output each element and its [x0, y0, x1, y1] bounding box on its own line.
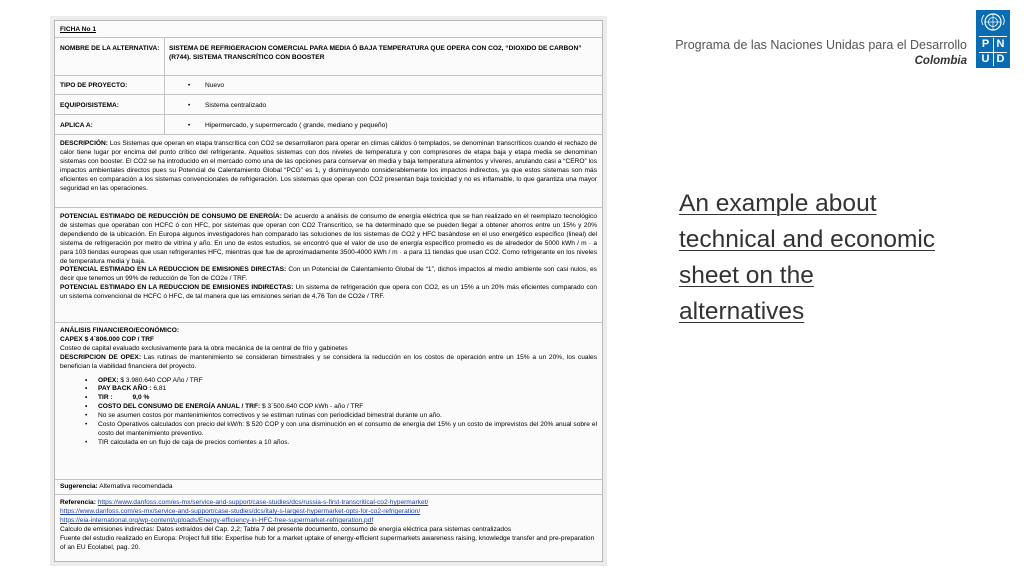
reference-link[interactable]: https://www.danfoss.com/es-mx/service-and-support/case-studies/dcs/russia-s-first-transcritical-co2-hypermarket/	[97, 499, 429, 506]
list-item: • Costo Operativos calculados con precio del kW/h: $ 520 COP y con una disminución en el consumo de energía del 15% y un costo de imprevistos del 20% anual sobre el costo del mantenimiento preventivo.	[85, 421, 597, 437]
bullet-icon: •	[188, 82, 191, 89]
bullet-icon: •	[85, 412, 88, 420]
sheet-title: FICHA No 1	[60, 26, 97, 33]
list-item: • PAY BACK AÑO : 6,81	[85, 385, 167, 393]
capex-value: $ 4´806.000 COP / TRF	[84, 335, 155, 343]
opex-description-label: DESCRIPCION DE OPEX:	[60, 353, 142, 361]
logo-letter: N	[996, 38, 1005, 50]
reference-link[interactable]: https://eia-international.org/wp-content/uploads/Energy-efficiency-in-HFC-free-supermarket-refrigeration.pdf	[60, 516, 374, 524]
reference-label: Referencia:	[60, 499, 96, 506]
description-text: Los Sistemas que operan en etapa transcrítica con CO2 se desarrollaron para operar en climas cálidos ó templados, se denominan transcríticos cuando el rechazo de calor tiene lugar por encima del punto crítico del refrigerante. Aquellos sistemas con dos niveles de temperatura y con compresores de etapa baja y etapa media se denominan sistemas con booster. El CO2 se ha introducido en el mercado como una de las opciones para conservar en media y baja temperatura alimentos y víveres, anulando casi a “CERO” los impactos ambientales directos pues su Potencial de Calentamiento Global “PCG” es 1, y disminuyendo considerablemente los impactos indirectos, ya que estos sistemas son más eficientes en comparación a los sistemas convencionales de refrigeración. Los sistemas que operan con CO2 presentan baja toxicidad y no es inflamable, lo que garantiza una mayor seguridad en las operaciones.	[60, 140, 597, 192]
applies-to-label: APLICA A:	[60, 122, 93, 129]
bullet-icon: •	[188, 102, 191, 109]
reference-block	[60, 499, 597, 552]
list-item: • TIR : 9,0 %	[85, 394, 150, 402]
sheet-title-row	[55, 21, 602, 38]
reference-text: Calculo de emisiones indirectas: Datos extraídos del Cap. 2,2; Tabla 7 del presente documento, consumo de energía eléctrica para sistemas centralizados	[60, 525, 512, 533]
bullet-icon: •	[85, 376, 88, 384]
indirect-emissions-text: Un sistema de refrigeración que opera con CO2, es un 15% a un 20% más eficientes comparado con un sistema convencional de HCFC ó HFC, de tal manera que las emisiones serian de 4,76 Ton de CO2e / TRF.	[60, 284, 597, 301]
financial-analysis-block	[60, 327, 597, 448]
bullet-icon: •	[85, 438, 88, 446]
equipment-label: EQUIPO/SISTEMA:	[60, 102, 119, 109]
logo-letter: P	[981, 38, 990, 50]
list-item: • COSTO DEL CONSUMO DE ENERGÍA ANUAL / TRF: $ 3´500.640 COP kWh - año / TRF	[85, 403, 364, 411]
description-label: DESCRIPCIÓN:	[60, 140, 108, 147]
description-row	[55, 135, 602, 208]
reference-text: Fuente del estudio realizado en Europa: Project full title: Expertise hub for a market uptake of energy-efficient supermarkets awareness raising, knowledge transfer and pre-preparation of an EU Ecolabel, pag. 20.	[60, 534, 595, 551]
applies-to-row	[55, 115, 602, 135]
description-block	[60, 140, 597, 193]
list-item: • No se asumen costos por mantenimientos correctivos y se estiman rutinas con periodicidad bimestral durante un año.	[85, 412, 442, 420]
capex-label: CAPEX	[60, 335, 83, 343]
undp-logo	[976, 10, 1010, 68]
suggestion-label: Sugerencia:	[60, 483, 98, 490]
bullet-icon: •	[188, 122, 191, 129]
bullet-icon: •	[85, 394, 88, 402]
organization-country: Colombia	[914, 55, 967, 67]
capex-description: Costeo de capital evaluado exclusivamente para la obra mecánica de la central de frío y gabinetes	[60, 344, 348, 352]
bullet-icon: •	[85, 403, 88, 411]
logo-letter: U	[981, 53, 990, 65]
reference-link[interactable]: https://www.danfoss.com/es-mx/service-and-support/case-studies/dcs/italy-s-largest-hypermarket-opts-for-co2-refrigeration/	[60, 507, 421, 515]
bullet-icon: •	[85, 421, 88, 429]
project-type-value: Nuevo	[205, 82, 225, 89]
direct-emissions-text: Con un Potencial de Calentamiento Global de “1”, dichos impactos al medio ambiente son casi nulos, es decir que tenemos un 99% de reducción de Ton de CO2e / TRF.	[60, 266, 597, 283]
alternative-name-value: SISTEMA DE REFRIGERACION COMERCIAL PARA MEDIA Ó BAJA TEMPERATURA QUE OPERA CON CO2, “DIOXIDO DE CARBON” (R744). SISTEMA TRANSCRÍTICO CON BOOSTER	[169, 45, 582, 61]
organization-name: Programa de las Naciones Unidas para el Desarrollo	[675, 38, 967, 52]
logo-letter: D	[996, 53, 1005, 65]
un-emblem-icon	[976, 11, 1010, 33]
suggestion-value: Alternativa recomendada	[99, 483, 173, 490]
reference-row	[55, 495, 602, 563]
financial-analysis-row	[55, 323, 602, 480]
direct-emissions-label: POTENCIAL ESTIMADO EN LA REDUCCION DE EMISIONES DIRECTAS:	[60, 266, 287, 274]
equipment-value: Sistema centralizado	[205, 102, 267, 109]
reduction-potential-block	[60, 213, 597, 302]
opex-description-text: Las rutinas de mantenimiento se consideran bimestrales y se considera la reducción en los costos de operación entre un 15% a un 20%, los cuales benefician la viabilidad financiera del proyecto.	[60, 353, 597, 370]
slide-caption-text: An example about technical and economic sheet on the alternatives	[679, 190, 936, 325]
alternative-name-label: NOMBRE DE LA ALTERNATIVA:	[60, 45, 160, 52]
alternative-name-row	[55, 38, 602, 76]
applies-to-value: Hipermercado, y supermercado ( grande, mediano y pequeño)	[205, 122, 388, 129]
suggestion-block	[60, 483, 597, 492]
indirect-emissions-label: POTENCIAL ESTIMADO EN LA REDUCCION DE EMISIONES INDIRECTAS:	[60, 284, 294, 292]
project-type-row	[55, 76, 602, 95]
reduction-potential-row	[55, 208, 602, 323]
slide-caption	[679, 186, 939, 330]
technical-sheet	[54, 20, 603, 562]
list-item: • OPEX: $ 3.980.640 COP Año / TRF	[85, 376, 203, 384]
project-type-label: TIPO DE PROYECTO:	[60, 82, 128, 89]
equipment-row	[55, 95, 602, 115]
financial-analysis-label: ANÁLISIS FINANCIERO/ECONÓMICO:	[60, 327, 180, 334]
energy-reduction-label: POTENCIAL ESTIMADO DE REDUCCIÓN DE CONSUMO DE ENERGÍA:	[60, 213, 282, 220]
bullet-icon: •	[85, 385, 88, 393]
suggestion-row	[55, 480, 602, 495]
energy-reduction-text: De acuerdo a análisis de consumo de energía eléctrica que se han realizado en el reemplazo tecnológico de sistemas que operaban con HCFC ó con HFC, por sistemas que operan con CO2 Transcrítico, se ha determinado que se pueden llegar a obtener ahorros entre un 15% y 20% dependiendo de la ubicación. En Europa algunos investigadores han comparado las soluciones de los sistemas de CO2 y HFC basándose en el uso energético específico (lineal) del sistema de refrigeración por metro de vitrina y año. En uno de estos estudios, se encontró que el valor de uso de energía específico promedio es de alrededor de 5000 kWh / m · a para 103 tiendas europeas que usan refrigerantes HFC, mientras que fue de aproximadamente 3500-4000 kWh / m · a para 11 tiendas que usan CO2. Como refrigerante en los niveles de temperatura media y baja.	[60, 213, 597, 265]
list-item: • TIR calculada en un flujo de caja de precios corrientes a 10 años.	[85, 438, 290, 446]
